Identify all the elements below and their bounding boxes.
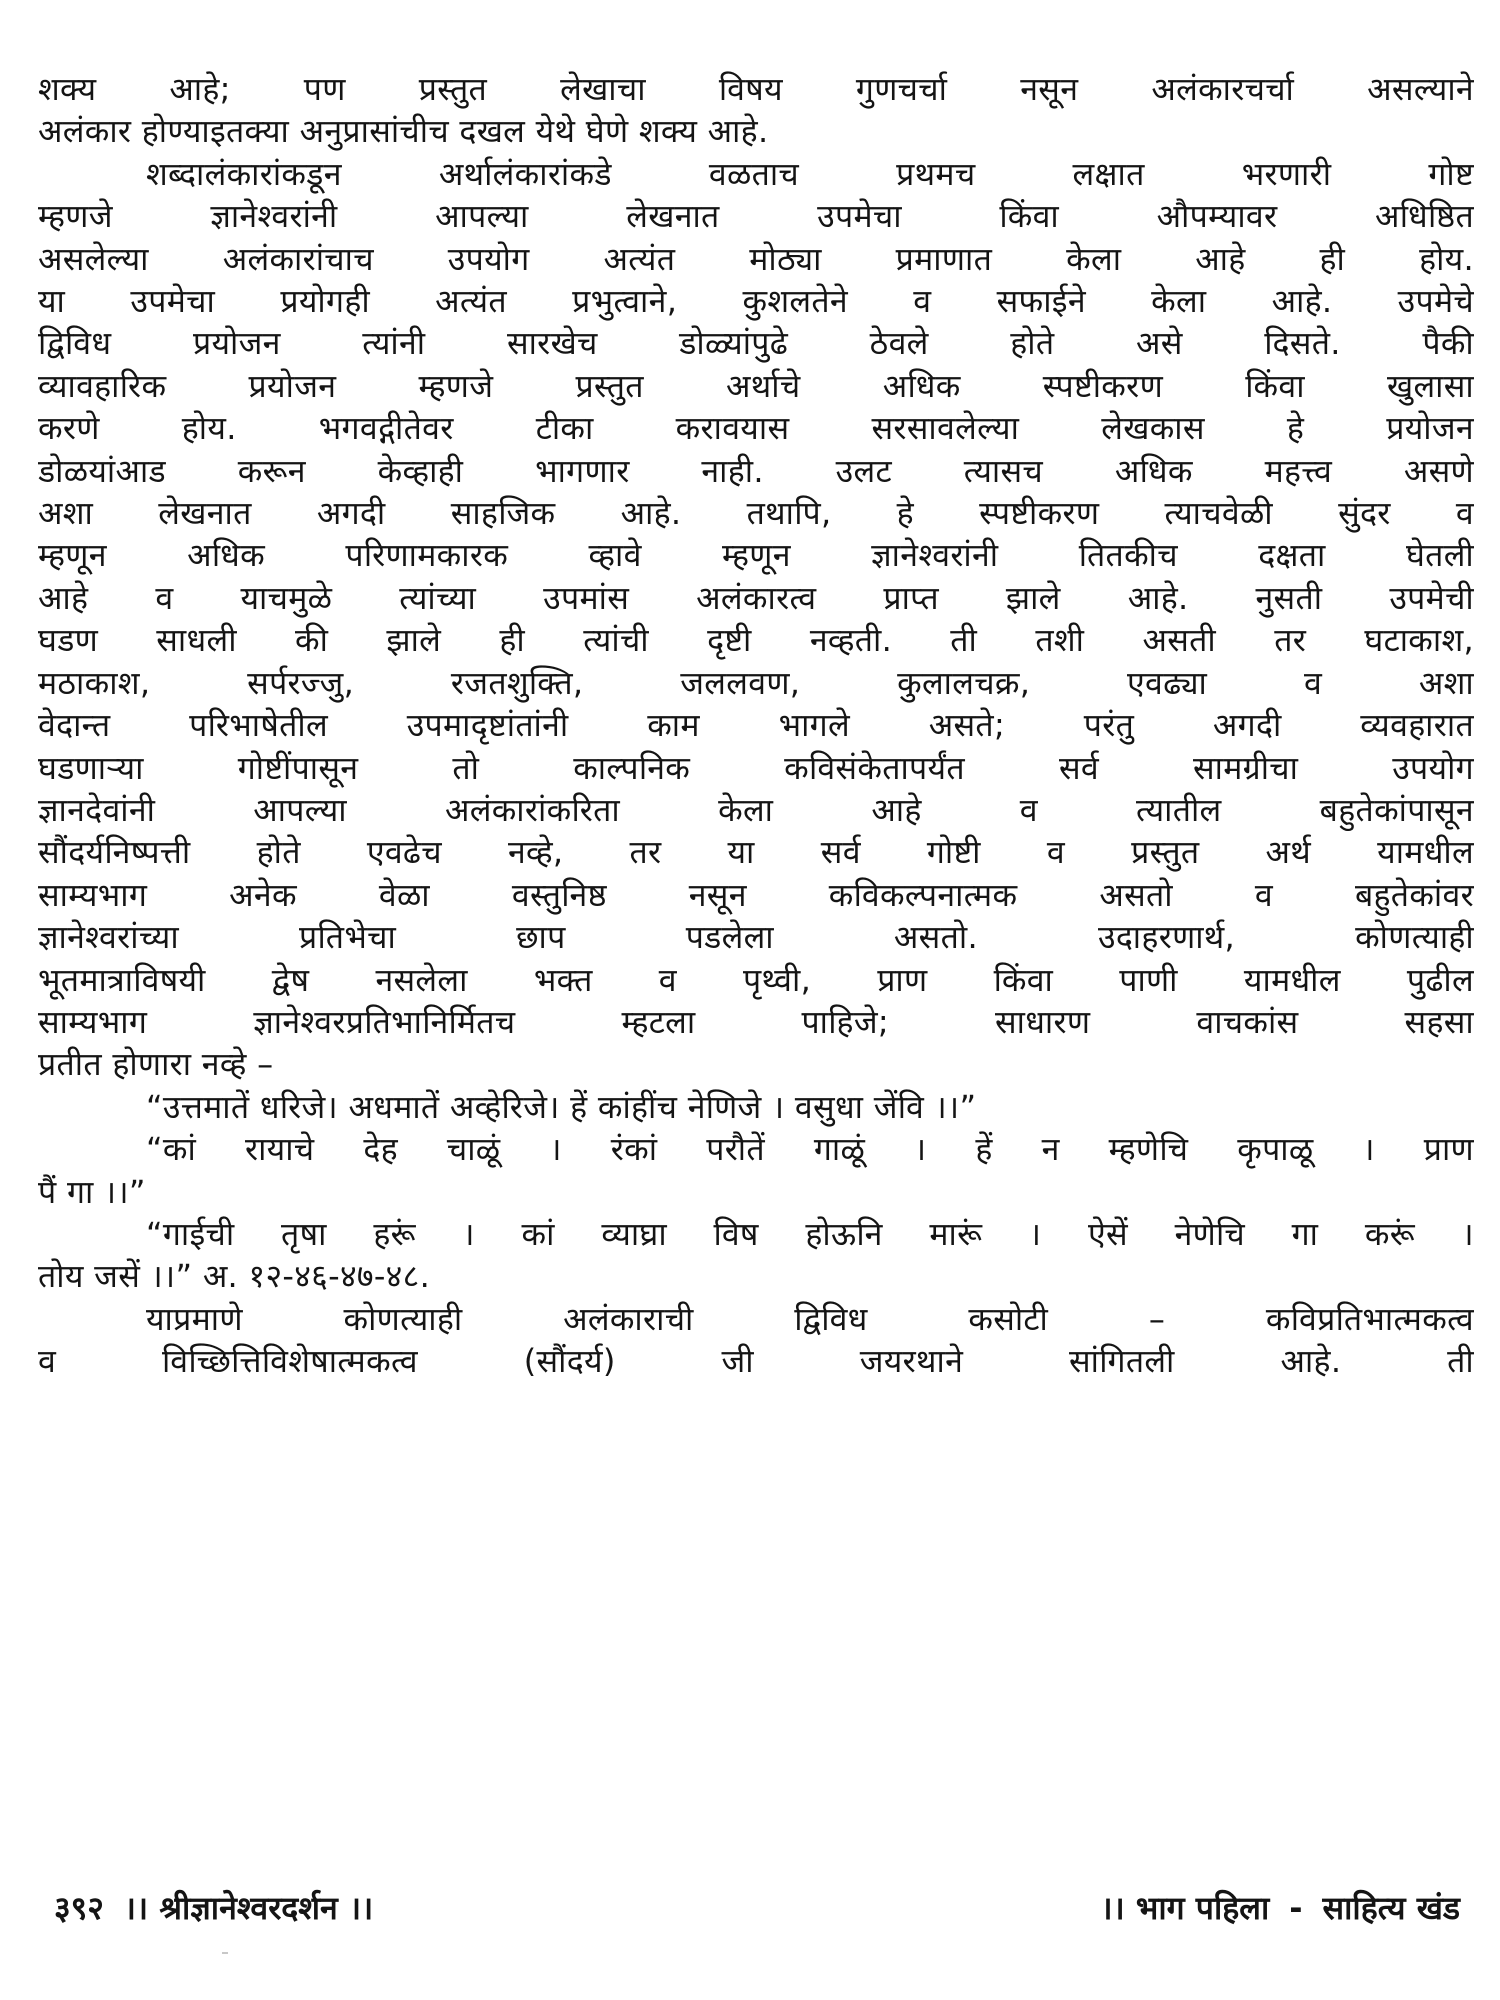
text-line: व्यावहारिक प्रयोजन म्हणजे प्रस्तुत अर्थाचे अधिक स्पष्टीकरण किंवा खुलासा — [38, 366, 1474, 405]
text-line: मठाकाश, सर्परज्जु, रजतशुक्ति, जललवण, कुलालचक्र, एवढ्या व अशा — [38, 663, 1474, 702]
text-line: शक्य आहे; पण प्रस्तुत लेखाचा विषय गुणचर्चा नसून अलंकारचर्चा असल्याने — [38, 70, 1474, 108]
text-line: प्रतीत होणारा नव्हे – — [38, 1045, 274, 1084]
text-line: या उपमेचा प्रयोगही अत्यंत प्रभुत्वाने, कुशलतेने व सफाईने केला आहे. उपमेचे — [38, 282, 1474, 321]
page-footer — [54, 1886, 1460, 1930]
text-line: शब्दालंकारांकडून अर्थालंकारांकडे वळताच प्रथमच लक्षात भरणारी गोष्ट — [146, 154, 1474, 193]
text-line: द्विविध प्रयोजन त्यांनी सारखेच डोळ्यांपुढे ठेवले होते असे दिसते. पैकी — [38, 324, 1474, 363]
quote-line: “उत्तमातें धरिजे। अधमातें अव्हेरिजे। हें कांहींच नेणिजे । वसुधा जेंवि ।।” — [146, 1087, 977, 1126]
part-label: ।। भाग पहिला — [1100, 1889, 1270, 1927]
footer-right — [1100, 1886, 1460, 1930]
quote-line: “गाईची तृषा हरूं । कां व्याघ्रा विष होऊनि मारूं । ऐसें नेणेचि गा करूं । — [146, 1214, 1474, 1253]
text-line: भूतमात्राविषयी द्वेष नसलेला भक्त व पृथ्वी, प्राण किंवा पाणी यामधील पुढील — [38, 960, 1474, 999]
text-line: अशा लेखनात अगदी साहजिक आहे. तथापि, हे स्पष्टीकरण त्याचवेळी सुंदर व — [38, 494, 1474, 533]
page-number: ३९२ — [54, 1889, 104, 1927]
text-line: ज्ञानेश्वरांच्या प्रतिभेचा छाप पडलेला असतो. उदाहरणार्थ, कोणत्याही — [38, 918, 1474, 957]
text-line: व विच्छित्तिविशेषात्मकत्व (सौंदर्य) जी जयरथाने सांगितली आहे. ती — [38, 1342, 1474, 1381]
text-line: साम्यभाग अनेक वेळा वस्तुनिष्ठ नसून कविकल्पनात्मक असतो व बहुतेकांवर — [38, 875, 1474, 914]
quote-line: पैं गा ।।” — [38, 1172, 146, 1211]
text-line: घडणाऱ्या गोष्टींपासून तो काल्पनिक कविसंकेतापर्यंत सर्व सामग्रीचा उपयोग — [38, 748, 1474, 787]
footer-left — [54, 1886, 393, 1930]
page-body — [38, 68, 1474, 1383]
text-line: म्हणून अधिक परिणामकारक व्हावे म्हणून ज्ञानेश्वरांनी तितकीच दक्षता घेतली — [38, 536, 1474, 575]
text-line: घडण साधली की झाले ही त्यांची दृष्टी नव्हती. ती तशी असती तर घटाकाश, — [38, 621, 1474, 660]
scan-speck — [222, 1952, 228, 1954]
quote-line: “कां रायाचे देह चाळूं । रंकां परौतें गाळूं । हें न म्हणेचि कृपाळू । प्राण — [146, 1130, 1474, 1169]
text-line: अलंकार होण्याइतक्या अनुप्रासांचीच दखल येथे घेणे शक्य आहे. — [38, 112, 769, 151]
text-line: वेदान्त परिभाषेतील उपमादृष्टांतांनी काम भागले असते; परंतु अगदी व्यवहारात — [38, 706, 1474, 745]
text-line: करणे होय. भगवद्गीतेवर टीका करावयास सरसावलेल्या लेखकास हे प्रयोजन — [38, 409, 1474, 448]
section-label: साहित्य खंड — [1322, 1889, 1460, 1927]
footer-dash: - — [1289, 1889, 1303, 1927]
text-line: याप्रमाणे कोणत्याही अलंकाराची द्विविध कसोटी – कविप्रतिभात्मकत्व — [146, 1299, 1474, 1338]
text-line: डोळयांआड करून केव्हाही भागणार नाही. उलट त्यासच अधिक महत्त्व असणे — [38, 451, 1474, 490]
text-line: ज्ञानदेवांनी आपल्या अलंकारांकरिता केला आहे व त्यातील बहुतेकांपासून — [38, 790, 1474, 829]
text-line: सौंदर्यनिष्पत्ती होते एवढेच नव्हे, तर या सर्व गोष्टी व प्रस्तुत अर्थ यामधील — [38, 833, 1474, 872]
quote-line: तोय जसें ।।” अ. १२-४६-४७-४८. — [38, 1257, 431, 1296]
text-line: आहे व याचमुळे त्यांच्या उपमांस अलंकारत्व प्राप्त झाले आहे. नुसती उपमेची — [38, 578, 1474, 617]
text-line: असलेल्या अलंकारांचाच उपयोग अत्यंत मोठ्या प्रमाणात केला आहे ही होय. — [38, 239, 1474, 278]
book-title: ।। श्रीज्ञानेश्वरदर्शन ।। — [123, 1889, 374, 1927]
text-line: साम्यभाग ज्ञानेश्वरप्रतिभानिर्मितच म्हटला पाहिजे; साधारण वाचकांस सहसा — [38, 1002, 1474, 1041]
text-line: म्हणजे ज्ञानेश्वरांनी आपल्या लेखनात उपमेचा किंवा औपम्यावर अधिष्ठित — [38, 197, 1474, 236]
